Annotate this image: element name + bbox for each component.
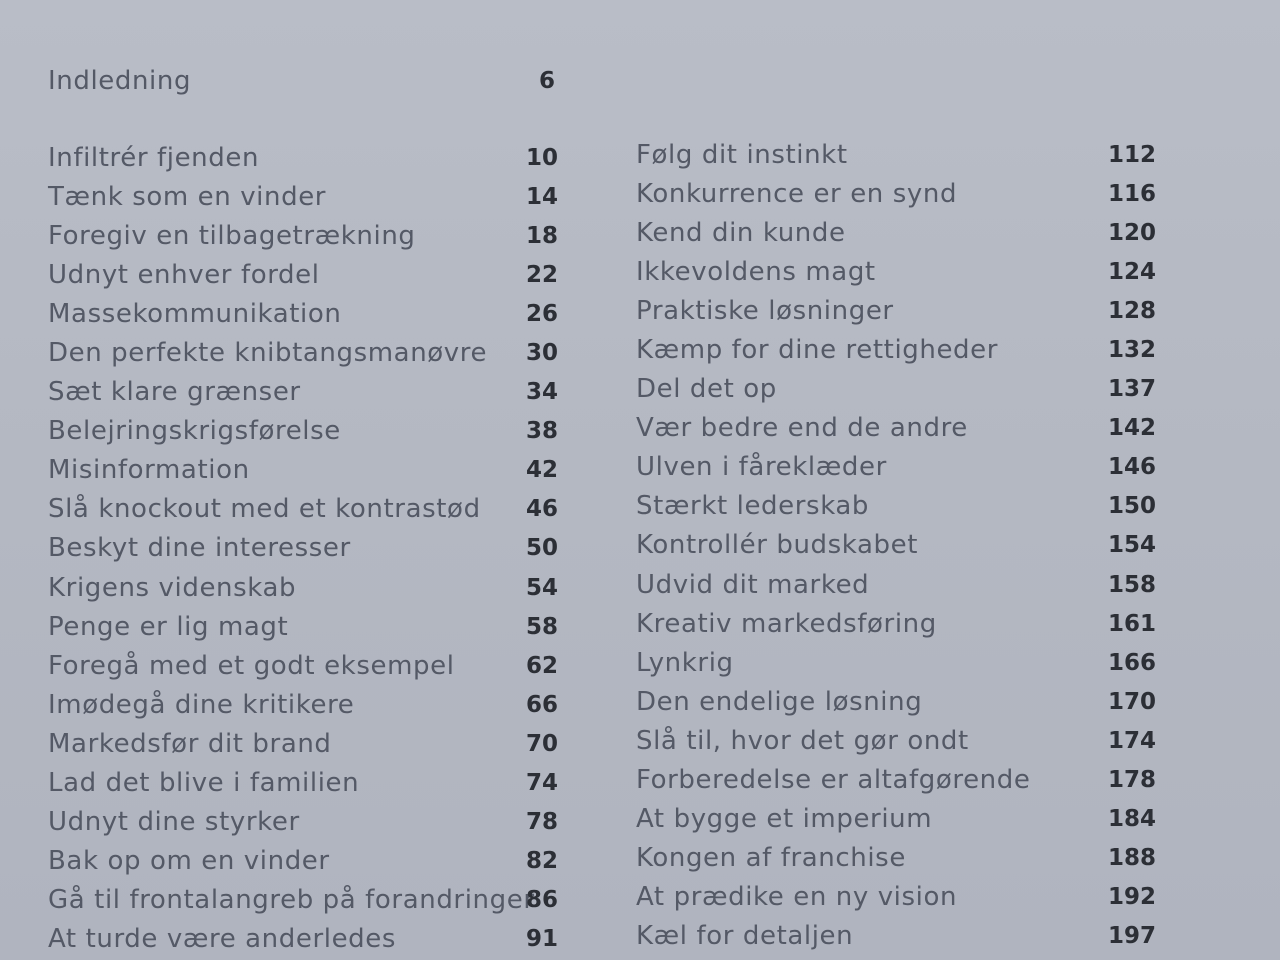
toc-entry-page: 6 <box>538 68 555 94</box>
toc-entry <box>48 569 558 608</box>
toc-entry-page: 78 <box>525 808 558 835</box>
toc-entry-page: 34 <box>525 379 558 406</box>
toc-entry <box>48 803 558 842</box>
toc-entry <box>636 683 1156 722</box>
toc-entry-page: 158 <box>1107 571 1156 598</box>
toc-entry <box>48 764 558 803</box>
toc-entry-title: Konkurrence er en synd <box>636 179 958 210</box>
toc-entry <box>636 761 1156 800</box>
toc-entry-page: 154 <box>1107 532 1156 559</box>
toc-entry <box>636 722 1156 761</box>
toc-entry-title: Penge er lig magt <box>48 611 289 642</box>
toc-entry-title: Kend din kunde <box>636 218 846 249</box>
toc-entry-title: Den endelige løsning <box>636 686 923 717</box>
toc-entry-title: Forberedelse er altafgørende <box>636 764 1031 795</box>
toc-entry-title: At bygge et imperium <box>636 803 933 834</box>
toc-entry <box>48 412 558 451</box>
toc-entry-page: 26 <box>525 301 558 328</box>
toc-entry-page: 86 <box>525 886 558 913</box>
toc-entry-title: Kontrollér budskabet <box>636 530 919 561</box>
toc-entry-page: 42 <box>525 457 558 484</box>
toc-column-left <box>48 139 558 959</box>
toc-entry-title: Udvid dit marked <box>636 569 870 600</box>
toc-entry-page: 184 <box>1107 805 1156 832</box>
toc-entry <box>636 292 1156 331</box>
toc-entry-title: Udnyt enhver fordel <box>48 260 320 291</box>
toc-entry-page: 178 <box>1107 766 1156 793</box>
toc-entry <box>48 686 558 725</box>
toc-entry-page: 66 <box>525 691 558 718</box>
toc-entry <box>48 725 558 764</box>
toc-entry-page: 50 <box>525 535 558 562</box>
toc-entry-page: 14 <box>525 184 558 211</box>
toc-entry-title: Følg dit instinkt <box>636 140 848 170</box>
toc-entry-page: 174 <box>1107 727 1156 754</box>
toc-entry <box>636 214 1156 253</box>
toc-entry-page: 91 <box>525 925 558 952</box>
toc-entry <box>636 566 1156 605</box>
toc-entry-page: 166 <box>1107 649 1156 676</box>
toc-entry-title: Indledning <box>48 66 192 96</box>
toc-entry <box>636 487 1156 526</box>
toc-entry <box>636 605 1156 644</box>
toc-entry-title: Gå til frontalangreb på forandringer <box>48 884 535 915</box>
toc-entry-title: Foregiv en tilbagetrækning <box>48 221 416 252</box>
toc-entry <box>636 448 1156 487</box>
toc-entry <box>48 451 558 490</box>
toc-entry <box>48 647 558 686</box>
toc-entry <box>48 334 558 373</box>
toc-entry <box>636 526 1156 565</box>
toc-entry-page: 132 <box>1107 337 1156 364</box>
toc-entry-page: 128 <box>1107 298 1156 325</box>
toc-entry-page: 142 <box>1107 415 1156 442</box>
toc-entry-title: Praktiske løsninger <box>636 296 894 327</box>
toc-entry-page: 70 <box>525 730 558 757</box>
toc-entry-page: 46 <box>525 496 558 523</box>
toc-entry-title: Kreativ markedsføring <box>636 608 937 639</box>
toc-entry-title: Kæl for detaljen <box>636 920 854 951</box>
toc-entry-title: Markedsfør dit brand <box>48 728 332 759</box>
toc-entry <box>636 253 1156 292</box>
toc-entry <box>48 295 558 334</box>
toc-entry <box>48 529 558 568</box>
toc-entry <box>636 839 1156 878</box>
toc-entry-page: 62 <box>525 652 558 679</box>
toc-entry <box>48 139 558 178</box>
toc-entry-title: Slå knockout med et kontrastød <box>48 494 481 525</box>
toc-entry-title: Bak op om en vinder <box>48 845 330 876</box>
toc-entry-page: 116 <box>1107 181 1156 208</box>
toc-entry <box>48 490 558 529</box>
toc-entry-title: Infiltrér fjenden <box>48 143 260 173</box>
toc-entry-title: Stærkt lederskab <box>636 491 870 522</box>
toc-entry-page: 170 <box>1107 688 1156 715</box>
toc-entry-title: Udnyt dine styrker <box>48 806 300 837</box>
toc-entry-title: Misinformation <box>48 455 250 486</box>
toc-entry-page: 30 <box>525 340 558 367</box>
toc-entry-page: 150 <box>1107 493 1156 520</box>
toc-entry-title: Ulven i fåreklæder <box>636 452 887 483</box>
toc-entry-title: Beskyt dine interesser <box>48 533 351 564</box>
toc-entry-title: Del det op <box>636 374 777 405</box>
toc-entry-title: Den perfekte knibtangsmanøvre <box>48 338 488 369</box>
toc-entry-page: 112 <box>1107 142 1156 168</box>
toc-entry-title: Lynkrig <box>636 647 734 678</box>
toc-entry-title: Belejringskrigsførelse <box>48 416 341 447</box>
toc-entry-page: 82 <box>525 847 558 874</box>
toc-entry-page: 197 <box>1107 922 1156 949</box>
toc-entry <box>48 256 558 295</box>
toc-entry <box>48 217 558 256</box>
toc-entry <box>48 842 558 881</box>
toc-entry <box>636 878 1156 917</box>
toc-entry-title: At prædike en ny vision <box>636 881 958 912</box>
toc-entry <box>48 178 558 217</box>
toc-entry <box>636 644 1156 683</box>
toc-entry-page: 38 <box>525 418 558 445</box>
toc-entry-title: Ikkevoldens magt <box>636 257 876 288</box>
toc-entry-page: 137 <box>1107 376 1156 403</box>
toc-entry-title: Kæmp for dine rettigheder <box>636 335 999 366</box>
toc-entry-page: 54 <box>525 574 558 601</box>
toc-entry <box>636 917 1156 956</box>
toc-entry-title: Sæt klare grænser <box>48 377 301 408</box>
toc-entry-title: Lad det blive i familien <box>48 767 360 798</box>
toc-column-right <box>636 136 1156 956</box>
toc-entry-title: Imødegå dine kritikere <box>48 689 355 720</box>
toc-entry-title: Vær bedre end de andre <box>636 413 968 444</box>
toc-entry-title: Slå til, hvor det gør ondt <box>636 725 969 756</box>
toc-entry <box>636 800 1156 839</box>
toc-entry-title: Tænk som en vinder <box>48 182 327 213</box>
toc-entry <box>636 409 1156 448</box>
toc-entry-page: 161 <box>1107 610 1156 637</box>
toc-entry-page: 124 <box>1107 259 1156 286</box>
toc-entry-title: Krigens videnskab <box>48 572 297 603</box>
toc-entry-page: 188 <box>1107 844 1156 871</box>
toc-entry <box>636 331 1156 370</box>
toc-entry <box>636 136 1156 175</box>
toc-entry-page: 192 <box>1107 883 1156 910</box>
toc-entry-title: Foregå med et godt eksempel <box>48 650 455 681</box>
toc-entry <box>636 370 1156 409</box>
toc-entry-intro <box>48 62 558 101</box>
toc-entry-page: 120 <box>1107 220 1156 247</box>
toc-entry-page: 18 <box>525 223 558 250</box>
toc-entry-page: 10 <box>525 145 558 171</box>
toc-entry-title: Massekommunikation <box>48 299 342 330</box>
toc-entry <box>48 373 558 412</box>
toc-entry-page: 22 <box>525 262 558 289</box>
toc-entry <box>48 920 558 959</box>
toc-entry-page: 58 <box>525 613 558 640</box>
toc-entry <box>636 175 1156 214</box>
toc-entry-page: 74 <box>525 769 558 796</box>
toc-entry <box>48 608 558 647</box>
toc-entry-title: Kongen af franchise <box>636 842 906 873</box>
toc-entry-title: At turde være anderledes <box>48 923 397 954</box>
toc-entry-page: 146 <box>1107 454 1156 481</box>
toc-entry <box>48 881 558 920</box>
